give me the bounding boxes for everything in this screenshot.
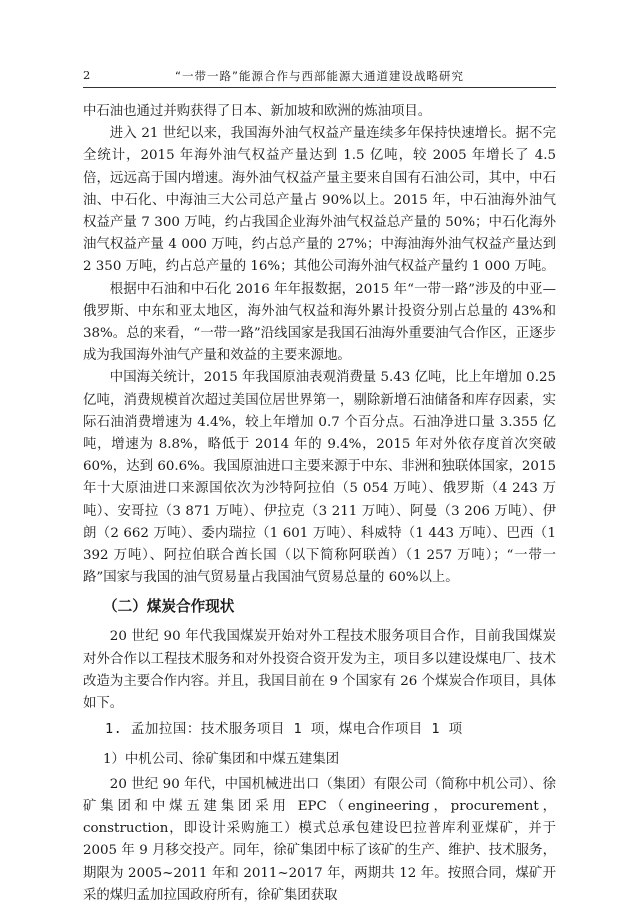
header-rule bbox=[83, 87, 556, 88]
item-heading: 1）中机公司、徐矿集团和中煤五建集团 bbox=[103, 752, 340, 768]
paragraph-coal-intro: 20 世纪 90 年代我国煤炭开始对外工程技术服务项目合作，目前我国煤炭对外合作以工程技术服务和对外投资合资开发为主，项目多以建设煤电厂、技术改造为主要合作内容。并且，我国目前在 9 个国家有 26 个煤炭合作项目，具体如下。 bbox=[83, 629, 556, 712]
paragraph-overseas-output: 进入 21 世纪以来，我国海外油气权益产量连续多年保持快速增长。据不完全统计，2015 年海外油气权益产量达到 1.5 亿吨，较 2005 年增长了 4.5 倍，远远高于国内增速。海外油气权益产量主要来自国有石油公司，其中，中石油、中石化、中海油三大公司总产量占 90%以上。2015 年，中石油海外油气权益产量 7 300 万吨，约占我国企业海外油气权益总产量的 50%；中石化海外油气权益产量 4 000 万吨，约占总产量的 27%；中海油海外油气权益产量达到 2 350 万吨，约占总产量的 16%；其他公司海外油气权益产量约 1 000 万吨。 bbox=[83, 126, 556, 275]
paragraph-bangladesh-project: 20 世纪 90 年代，中国机械进出口（集团）有限公司（简称中机公司）、徐矿集团和中煤五建集团采用 EPC（engineering，procurement，construction，即设计采购施工）模式总承包建设巴拉普库利亚煤矿，并于 2005 年 9 月移交投产。同年，徐矿集团中标了该矿的生产、维护、技术服务，期限为 2005~2011 年和 2011~2017 年，两期共 12 年。按照合同，煤矿开采的煤归孟加拉国政府所有，徐矿集团获取 bbox=[83, 776, 556, 903]
subsection-heading: 1. 孟加拉国：技术服务项目 1 项，煤电合作项目 1 项 bbox=[105, 721, 463, 738]
paragraph-belt-road-share: 根据中石油和中石化 2016 年年报数据，2015 年“一带一路”涉及的中亚—俄罗斯、中东和亚太地区，海外油气权益和海外累计投资分别占总量的 43%和 38%。总的来看，“一带一路”沿线国家是我国石油海外重要油气合作区，正逐步成为我国海外油气产量和效益的主要来源地。 bbox=[83, 281, 556, 364]
page-body bbox=[83, 101, 556, 907]
section-heading: （二）煤炭合作现状 bbox=[103, 598, 235, 616]
page-number: 2 bbox=[83, 68, 91, 82]
paragraph-crude-imports: 中国海关统计，2015 年我国原油表观消费量 5.43 亿吨，比上年增加 0.25 亿吨，消费规模首次超过美国位居世界第一，剔除新增石油储备和库存因素，实际石油消费增速为 4.4%，较上年增加 0.7 个百分点。石油净进口量 3.355 亿吨，增速为 8.8%，略低于 2014 年的 9.4%，2015 年对外依存度首次突破 60%，达到 60.6%。我国原油进口主要来源于中东、非洲和独联体国家，2015 年十大原油进口来源国依次为沙特阿拉伯（5 054 万吨）、俄罗斯（4 243 万吨）、安哥拉（3 871 万吨）、伊拉克（3 211 万吨）、阿曼（3 206 万吨）、伊朗（2 662 万吨）、委内瑞拉（1 601 万吨）、科威特（1 443 万吨）、巴西（1 392 万吨）、阿拉伯联合酋长国（以下简称阿联酋）（1 257 万吨）；“一带一路”国家与我国的油气贸易量占我国油气贸易总量的 60%以上。 bbox=[83, 370, 556, 586]
page-header bbox=[83, 66, 556, 86]
paragraph-continuation: 中石油也通过并购获得了日本、新加坡和欧洲的炼油项目。 bbox=[83, 104, 432, 119]
running-title: “一带一路”能源合作与西部能源大通道建设战略研究 bbox=[175, 69, 464, 83]
